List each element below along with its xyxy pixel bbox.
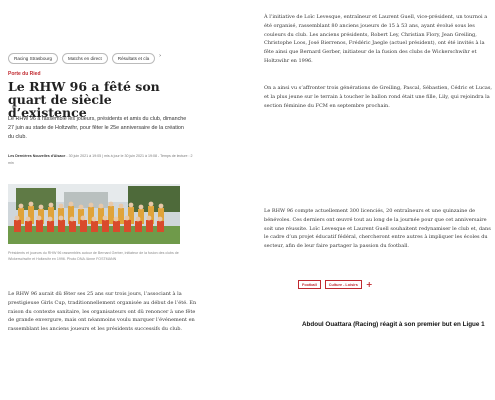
article-kicker[interactable]: Porte du Ried <box>8 71 41 77</box>
article-dates: - 30 juin 2021 à 19:05 | mis à jour le 30 juin 2021 à 19:08 - Temps de lecture : 2 min <box>8 154 193 165</box>
article-right-column <box>248 0 495 400</box>
article-paragraph-3: On a ainsi vu s’affronter trois générations de Greiling, Pascal, Sébastien, Cédric et Lucas, et la plus jeune sur le terrain à toucher le ballon rond était une fille, Lily, qui rejoindra la section féminine du FCM en septembre prochain. <box>264 85 493 109</box>
article-lead: Le RHW 96 a rassemblé les joueurs, présidents et amis du club, dimanche 27 juin au stade de Holtzwihr, pour fêter le 25e anniversaire de la création du club. <box>8 116 187 140</box>
tag-matchs-en-direct[interactable]: Matchs en direct <box>62 53 108 64</box>
topic-culture-loisirs[interactable]: Culture - Loisirs <box>325 280 362 289</box>
article-title: Le RHW 96 a fêté son quart de siècle d’existence <box>8 79 160 120</box>
tag-racing-strasbourg[interactable]: Racing Strasbourg <box>8 53 58 64</box>
topic-football[interactable]: Football <box>298 280 321 289</box>
photo-caption: Présidents et joueurs du RHW 96 rassemblés autour de Bernard Gerber, initiateur de la fusion des clubs de Wickerschwihr et Holtzwihr en 1996. Photo DNA /Anne FOSTMANN <box>8 251 179 261</box>
tag-resultats[interactable]: Résultats et cla <box>112 53 155 64</box>
article-paragraph-4: Le RHW 96 compte actuellement 300 licenciés, 20 entraîneurs et une quinzaine de bénévoles. Ces derniers ont œuvré tout au long de la journée pour que cet anniversaire soit une réussite. Loïc Levesque et Laurent Guell souhaitent redynamiser le club et, dans le cadre d’un projet éducatif fédéral, chercheront entre autres à impliquer les écoles du secteur, afin de leur faire partager la passion du football. <box>264 208 491 250</box>
related-article-link[interactable]: Abdoul Ouattara (Racing) réagit à son premier but en Ligue 1 <box>302 321 485 328</box>
topic-tags-bar <box>8 53 161 64</box>
team-photo-graphic <box>8 184 180 244</box>
tags-scroll-arrow-icon[interactable]: › <box>159 53 162 59</box>
article-topics <box>298 280 373 289</box>
article-paragraph-2: À l’initiative de Loïc Levesque, entraîneur et Laurent Guell, vice-président, un tournoi a été organisé, rassemblant 80 anciens joueurs de 15 à 53 ans, ayant évolué sous les couleurs du club. Les anciens présidents, Robert Ley, Christian Flory, Jean Greiling, Christophe Loos, José Bierrenos, Frédéric Jaegle (actuel président), ont été invités à la fête ainsi que Bernard Gerber, initiateur de la fusion des clubs de Wickerschwihr et Holtzwihr en 1996. <box>264 14 488 64</box>
article-meta <box>8 153 193 167</box>
article-paragraph-1: Le RHW 96 aurait dû fêter ses 25 ans sur trois jours, l’associant à la prestigieuse Girls Cup, traditionnellement organisée au début de l’été. En raison du contexte sanitaire, les organisateurs ont dû renoncer à une fête de grande envergure, mais ont néanmoins voulu marquer l’événement en rassemblant les anciens joueurs et les présidents successifs du club. <box>8 291 197 333</box>
team-photo-image[interactable] <box>8 184 180 244</box>
plus-icon[interactable]: + <box>365 279 373 289</box>
article-source: Les Dernières Nouvelles d'Alsace <box>8 154 66 158</box>
